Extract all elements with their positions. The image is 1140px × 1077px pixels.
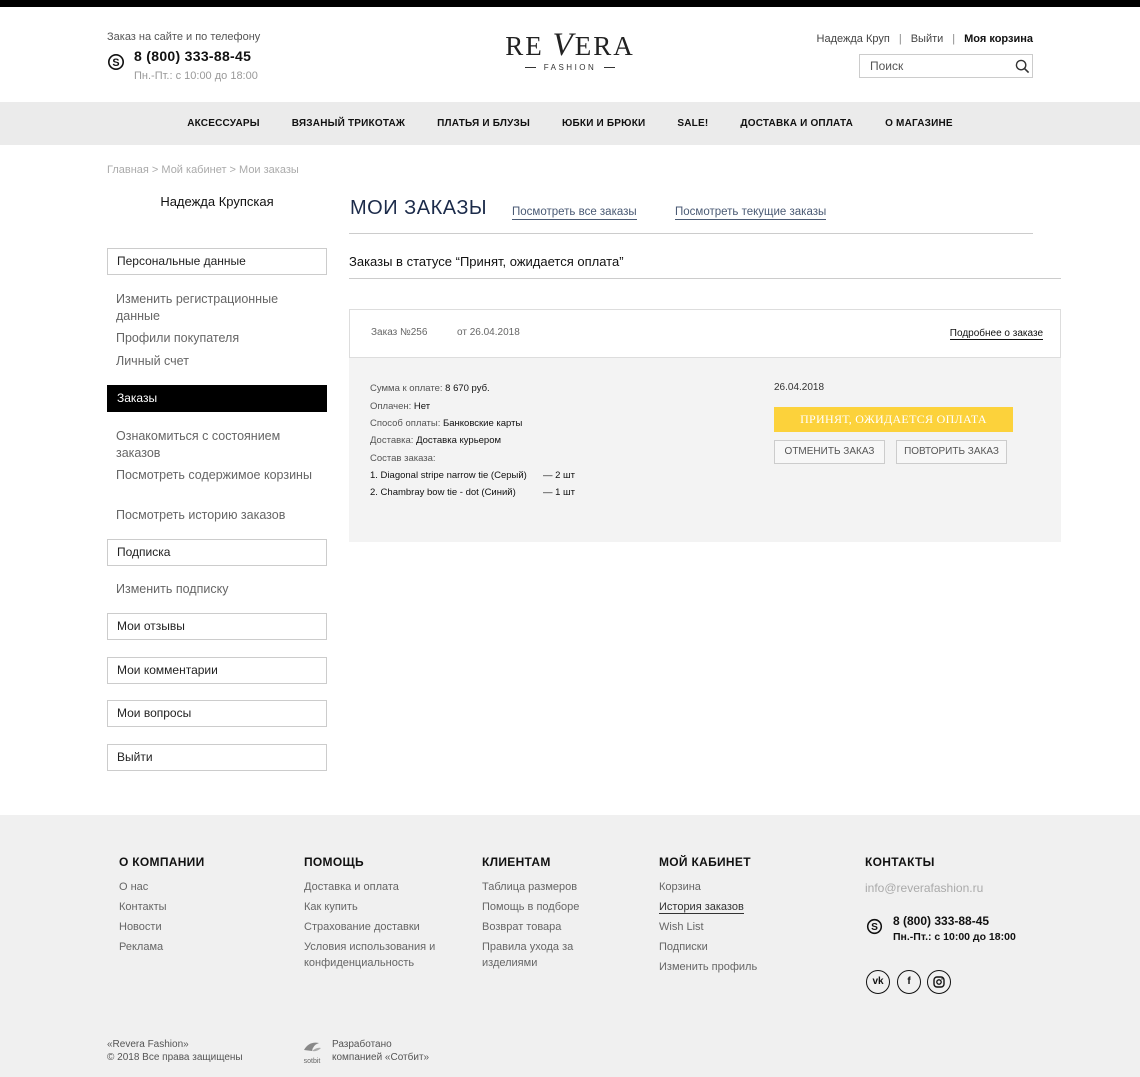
facebook-icon[interactable]: f — [897, 970, 921, 994]
search-input[interactable] — [860, 55, 1000, 77]
sidebar-item-comments[interactable]: Мои комментарии — [107, 657, 327, 684]
footer-link[interactable]: Новости — [119, 921, 162, 933]
footer-phone[interactable]: 8 (800) 333-88-45 — [893, 914, 990, 928]
sidebar-link-change-subscription[interactable]: Изменить подписку — [116, 582, 229, 596]
sidebar-link-cart-contents[interactable]: Посмотреть содержимое корзины — [116, 468, 312, 482]
copyright: «Revera Fashion» © 2018 Все права защищены — [107, 1039, 243, 1063]
cancel-order-button[interactable]: ОТМЕНИТЬ ЗАКАЗ — [774, 440, 885, 464]
sidebar-link-profiles[interactable]: Профили покупателя — [116, 331, 240, 345]
order-header — [349, 309, 1061, 358]
top-black-bar — [0, 0, 1140, 7]
order-body — [349, 358, 1061, 542]
sidebar-username: Надежда Крупская — [160, 194, 274, 209]
sidebar-item-orders[interactable]: Заказы — [107, 385, 327, 412]
svg-text:S: S — [112, 56, 120, 69]
footer-link[interactable]: Реклама — [119, 941, 164, 953]
footer-clients-title: КЛИЕНТАМ — [482, 855, 551, 869]
footer-help-title: ПОМОЩЬ — [304, 855, 364, 869]
sidebar-item-subscription[interactable]: Подписка — [107, 539, 327, 566]
footer-link[interactable]: Страхование доставки — [304, 921, 420, 933]
cart-link[interactable]: Моя корзина — [964, 33, 1033, 45]
footer-link[interactable]: Как купить — [304, 901, 358, 913]
order-payment-method: Способ оплаты: Банковские карты — [370, 418, 523, 429]
footer-link-active[interactable]: История заказов — [659, 901, 744, 913]
sidebar-item-reviews[interactable]: Мои отзывы — [107, 613, 327, 640]
order-number: Заказ №256 — [371, 327, 428, 338]
footer-link[interactable]: Доставка и оплата — [304, 881, 399, 893]
sidebar-link-account[interactable]: Личный счет — [116, 354, 189, 368]
instagram-icon[interactable] — [927, 970, 951, 994]
user-name-link[interactable]: Надежда Круп — [816, 33, 890, 45]
nav-item-delivery[interactable]: ДОСТАВКА И ОПЛАТА — [740, 118, 854, 129]
title-divider — [349, 233, 1033, 234]
header-user-links: Надежда Круп | Выйти | Моя корзина — [816, 33, 1033, 45]
header-hours: Пн.-Пт.: с 10:00 до 18:00 — [134, 70, 258, 82]
search-box — [859, 54, 1033, 78]
breadcrumb[interactable]: Главная > Мой кабинет > Мои заказы — [107, 164, 299, 176]
vk-icon[interactable]: vk — [866, 970, 890, 994]
order-date: 26.04.2018 — [774, 382, 825, 393]
svg-text:S: S — [871, 922, 878, 934]
footer-link[interactable]: Корзина — [659, 881, 701, 893]
footer-company-title: О КОМПАНИИ — [119, 855, 205, 869]
footer-link[interactable]: Wish List — [659, 921, 704, 933]
footer-link[interactable]: Изменить профиль — [659, 961, 758, 973]
nav-item-knitwear[interactable]: ВЯЗАНЫЙ ТРИКОТАЖ — [291, 118, 406, 129]
status-divider — [349, 278, 1061, 279]
sidebar-link-edit-registration[interactable]: Изменить регистрационные данные — [116, 292, 279, 323]
order-date-line: от 26.04.2018 — [457, 327, 520, 338]
developer-credit[interactable]: Разработано компанией «Сотбит» — [332, 1039, 430, 1063]
sidebar-item-logout[interactable]: Выйти — [107, 744, 327, 771]
footer-hours: Пн.-Пт.: с 10:00 до 18:00 — [893, 931, 1016, 943]
nav-item-sale[interactable]: SALE! — [677, 118, 709, 129]
footer-link[interactable]: Подписки — [659, 941, 708, 953]
nav-item-dresses[interactable]: ПЛАТЬЯ И БЛУЗЫ — [437, 118, 530, 129]
search-icon[interactable] — [1015, 59, 1030, 74]
order-status-badge: ПРИНЯТ, ОЖИДАЕТСЯ ОПЛАТА — [774, 407, 1013, 432]
header-order-note: Заказ на сайте и по телефону — [107, 31, 261, 43]
sidebar-item-personal[interactable]: Персональные данные — [107, 248, 327, 275]
sotbit-logo[interactable] — [299, 1039, 325, 1065]
footer-link[interactable]: О нас — [119, 881, 149, 893]
order-item-qty: — 1 шт — [543, 487, 576, 498]
sidebar-link-order-status[interactable]: Ознакомиться с состоянием заказов — [116, 429, 281, 460]
nav-item-skirts[interactable]: ЮБКИ И БРЮКИ — [561, 118, 646, 129]
footer-link[interactable]: Правила ухода за изделиями — [482, 941, 574, 969]
nav-item-about[interactable]: О МАГАЗИНЕ — [885, 118, 953, 129]
footer-link[interactable]: Контакты — [119, 901, 167, 913]
skype-icon[interactable] — [107, 53, 125, 71]
footer-contacts-title: КОНТАКТЫ — [865, 855, 935, 869]
tab-all-orders[interactable]: Посмотреть все заказы — [512, 206, 637, 218]
sidebar-link-order-history[interactable]: Посмотреть историю заказов — [116, 508, 286, 522]
logout-link[interactable]: Выйти — [910, 33, 944, 45]
order-sum: Сумма к оплате: 8 670 руб. — [370, 383, 490, 394]
footer-cabinet-title: МОЙ КАБИНЕТ — [659, 855, 751, 869]
order-item: 1. Diagonal stripe narrow tie (Серый) — [370, 470, 527, 481]
footer — [0, 815, 1140, 1077]
footer-link[interactable]: Таблица размеров — [482, 881, 578, 893]
footer-email[interactable]: info@reverafashion.ru — [865, 881, 984, 895]
order-delivery: Доставка: Доставка курьером — [370, 435, 502, 446]
footer-link[interactable]: Условия использования и конфиденциальность — [304, 941, 436, 969]
footer-link[interactable]: Возврат товара — [482, 921, 562, 933]
header-phone[interactable]: 8 (800) 333-88-45 — [134, 48, 252, 64]
sidebar-item-questions[interactable]: Мои вопросы — [107, 700, 327, 727]
tab-current-orders[interactable]: Посмотреть текущие заказы — [675, 206, 827, 218]
logo[interactable]: RE VERA FASHION — [505, 27, 635, 72]
footer-link[interactable]: Помощь в подборе — [482, 901, 580, 913]
status-heading: Заказы в статусе “Принят, ожидается оплата” — [349, 254, 624, 269]
skype-icon[interactable] — [866, 918, 883, 935]
order-item: 2. Chambray bow tie - dot (Синий) — [370, 487, 516, 498]
page-title: МОИ ЗАКАЗЫ — [350, 197, 488, 219]
svg-text:sotbit: sotbit — [303, 1058, 321, 1065]
nav-item-accessories[interactable]: АКСЕССУАРЫ — [187, 118, 260, 129]
repeat-order-button[interactable]: ПОВТОРИТЬ ЗАКАЗ — [896, 440, 1007, 464]
order-details-link[interactable]: Подробнее о заказе — [949, 328, 1043, 339]
main-nav — [0, 102, 1140, 145]
order-paid: Оплачен: Нет — [370, 401, 431, 412]
order-contents-label: Состав заказа: — [370, 453, 436, 464]
order-item-qty: — 2 шт — [543, 470, 576, 481]
